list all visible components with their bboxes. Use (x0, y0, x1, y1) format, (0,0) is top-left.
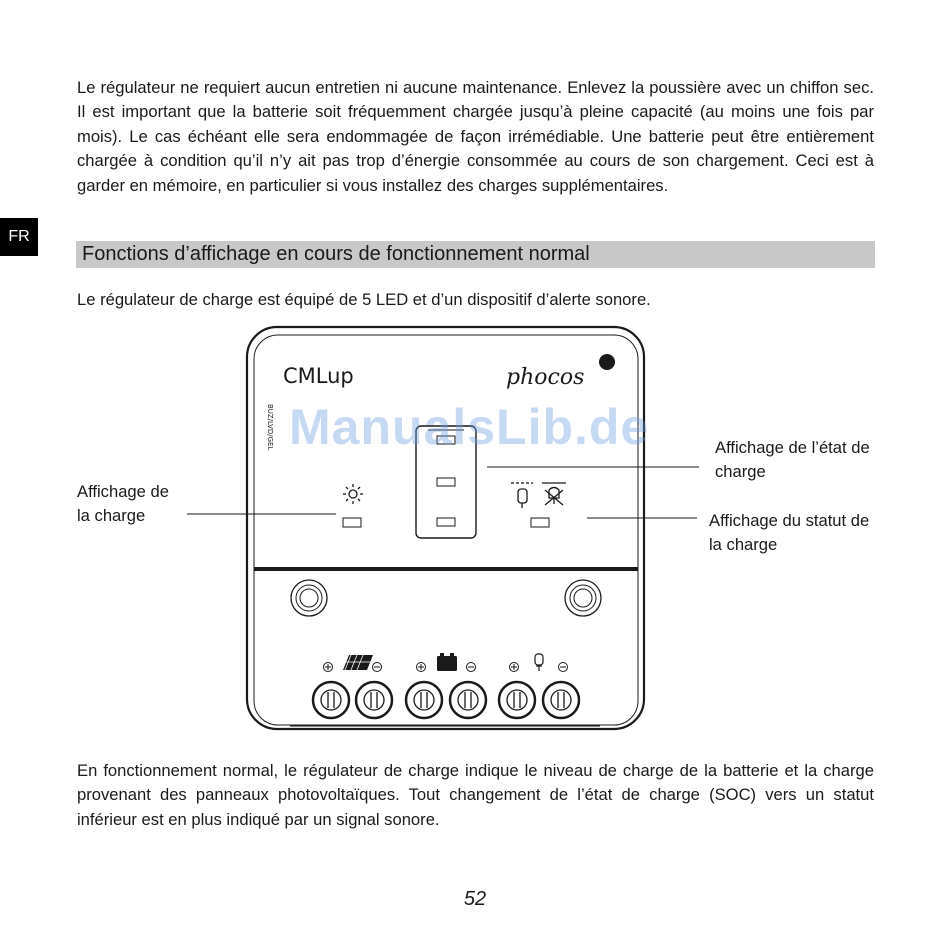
housing-divider (254, 567, 638, 571)
leds-sentence: Le régulateur de charge est équipé de 5 LED et d’un dispositif d’alerte sonore. (77, 290, 651, 309)
label-status-line-1: Affichage du statut de (709, 511, 870, 530)
soc-led-2 (437, 478, 455, 486)
label-load-display (77, 480, 169, 528)
label-status-line-2: la charge (709, 535, 778, 554)
load-led (343, 518, 361, 527)
label-status-display (709, 509, 869, 557)
label-load-line-1: Affichage de (77, 482, 169, 501)
soc-led-3 (437, 518, 455, 526)
watermark: ManualsLib.de (289, 399, 650, 455)
label-load-line-2: la charge (77, 506, 146, 525)
label-state-display (715, 436, 870, 484)
model-logo: CMLup (283, 364, 354, 388)
page-number: 52 (463, 888, 487, 910)
label-state-line-2: charge (715, 462, 766, 481)
device-side-text: BUZ/LVD/GEL (266, 404, 274, 451)
brand-dot-icon (599, 354, 615, 370)
label-state-line-1: Affichage de l’état de (715, 438, 870, 457)
brand-logo: phocos (506, 365, 585, 390)
section-heading: Fonctions d’affichage en cours de fonctionnement normal (76, 241, 875, 268)
language-tab: FR (0, 218, 38, 256)
intro-paragraph: Le régulateur ne requiert aucun entretien ni aucune maintenance. Enlevez la poussière avec un chiffon sec. Il est important que la batterie soit fréquemment chargée jusqu’à pleine capacité (au moins une fois par mois). Le cas échéant elle sera endommagée de façon irrémédiable. Une batterie peut être entièrement chargée à condition qu’il n’y ait pas trop d’énergie consommée au cours de son chargement. Ceci est à garder en mémoire, en particulier si vous installez des charges supplémentaires. (77, 78, 874, 195)
status-led (531, 518, 549, 527)
bottom-paragraph: En fonctionnement normal, le régulateur de charge indique le niveau de charge de la batterie et la charge provenant des panneaux photovoltaïques. Tout changement de l’état de charge (SOC) vers un statut inférieur est en plus indiqué par un signal sonore. (77, 761, 874, 829)
